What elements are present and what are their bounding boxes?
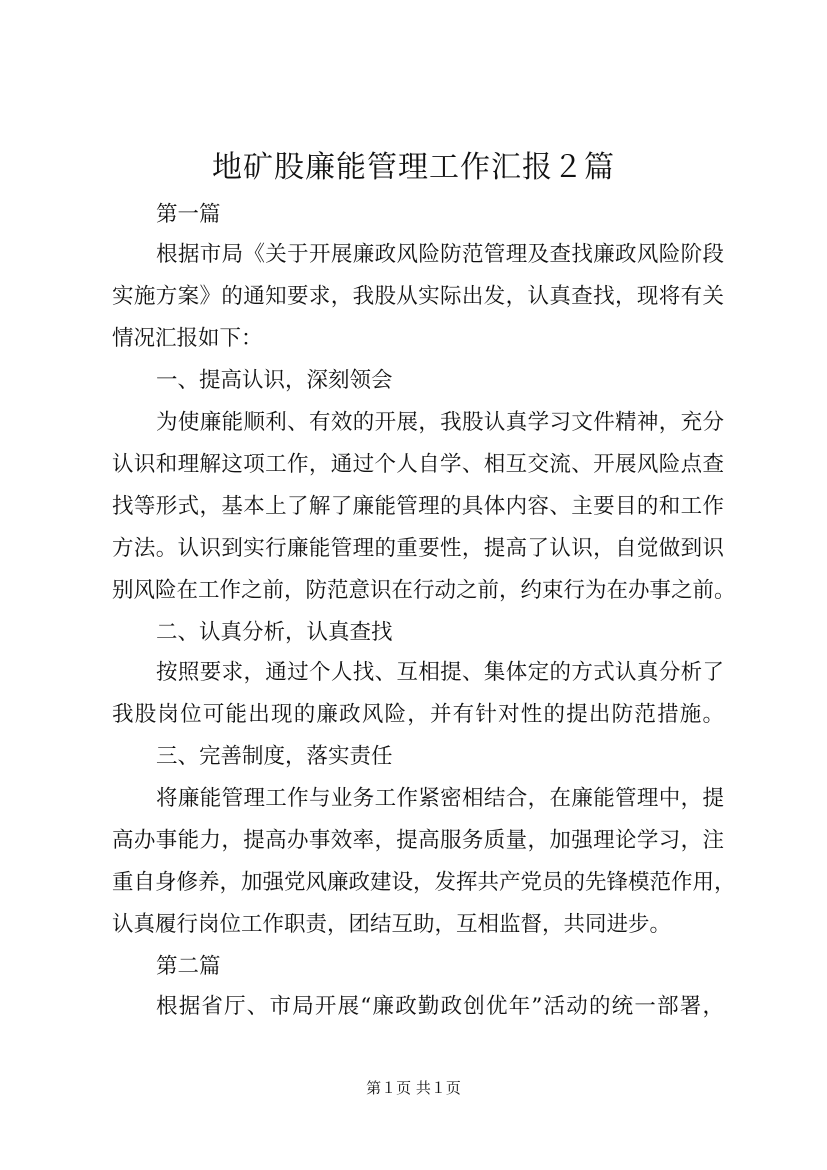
section-heading-first-part: 第一篇 [156, 202, 221, 227]
paragraph-line: 方法。认识到实行廉能管理的重要性，提高了认识，自觉做到识 [112, 536, 724, 561]
subsection-heading: 一、提高认识，深刻领会 [156, 368, 393, 393]
document-title: 地矿股廉能管理工作汇报２篇 [212, 150, 615, 185]
paragraph-line: 实施方案》的通知要求，我股从实际出发，认真查找，现将有关 [112, 284, 724, 309]
subsection-heading: 三、完善制度，落实责任 [156, 744, 393, 769]
paragraph-line: 情况汇报如下： [112, 326, 263, 351]
paragraph-line: 高办事能力，提高办事效率，提高服务质量，加强理论学习，注 [112, 828, 724, 853]
paragraph-line: 我股岗位可能出现的廉政风险，并有针对性的提出防范措施。 [112, 702, 724, 727]
paragraph-line: 重自身修养，加强党风廉政建设，发挥共产党员的先锋模范作用， [112, 870, 736, 895]
paragraph-line: 别风险在工作之前，防范意识在行动之前，约束行为在办事之前。 [112, 578, 736, 603]
paragraph-line: 根据市局《关于开展廉政风险防范管理及查找廉政风险阶段 [156, 242, 724, 267]
page-footer: 第１页 共１页 [366, 1079, 461, 1097]
paragraph-line: 根据省厅、市局开展“廉政勤政创优年”活动的统一部署， [156, 994, 724, 1019]
section-heading-second-part: 第二篇 [156, 954, 221, 979]
paragraph-line: 将廉能管理工作与业务工作紧密相结合，在廉能管理中，提 [156, 786, 724, 811]
paragraph-line: 按照要求，通过个人找、互相提、集体定的方式认真分析了 [156, 660, 724, 685]
paragraph-line: 认真履行岗位工作职责，团结互助，互相监督，共同进步。 [112, 912, 672, 937]
paragraph-line: 为使廉能顺利、有效的开展，我股认真学习文件精神，充分 [156, 410, 724, 435]
paragraph-line: 认识和理解这项工作，通过个人自学、相互交流、开展风险点查 [112, 452, 724, 477]
paragraph-line: 找等形式，基本上了解了廉能管理的具体内容、主要目的和工作 [112, 494, 724, 519]
subsection-heading: 二、认真分析，认真查找 [156, 620, 393, 645]
